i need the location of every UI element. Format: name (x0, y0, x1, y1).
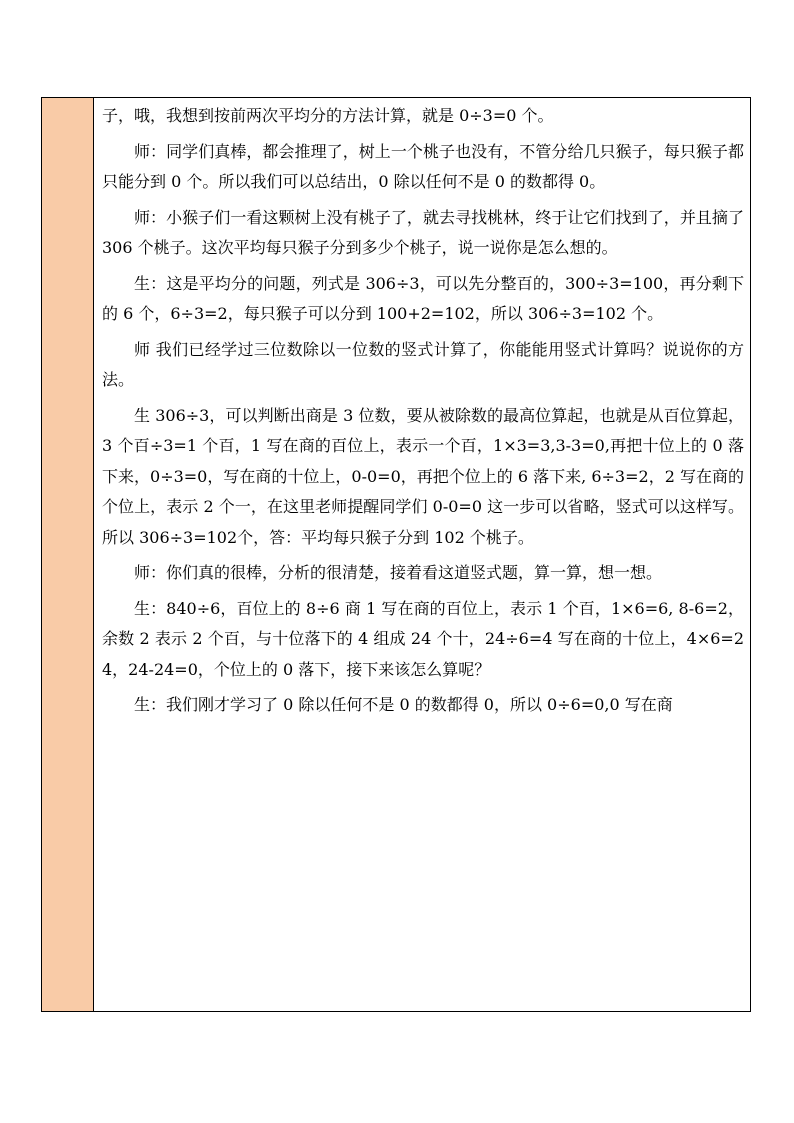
paragraph-8: 生：840÷6，百位上的 8÷6 商 1 写在商的百位上，表示 1 个百，1×6=6, 8-6=2，余数 2 表示 2 个百，与十位落下的 4 组成 24 个十，24÷6=4 写在商的十位上，4×6=24，24-24=0，个位上的 0 落下，接下来该怎么算呢？ (102, 598, 744, 679)
paragraph-7: 师：你们真的很棒，分析的很清楚，接着看这道竖式题，算一算，想一想。 (134, 563, 663, 582)
lesson-content-cell (94, 98, 750, 1011)
paragraph-3: 师：小猴子们一看这颗树上没有桃子了，就去寻找桃林，终于让它们找到了，并且摘了 306 个桃子。这次平均每只猴子分到多少个桃子，说一说你是怎么想的。 (102, 207, 744, 257)
paragraph-1: 子，哦，我想到按前两次平均分的方法计算，就是 0÷3=0 个。 (102, 106, 554, 125)
paragraph-4: 生：这是平均分的问题，列式是 306÷3，可以先分整百的，300÷3=100，再分剩下的 6 个，6÷3=2，每只猴子可以分到 100+2=102，所以 306÷3=102 个。 (102, 273, 744, 323)
paragraph-6: 生 306÷3，可以判断出商是 3 位数，要从被除数的最高位算起，也就是从百位算起，3 个百÷3=1 个百，1 写在商的百位上，表示一个百，1×3=3,3-3=0,再把十位上的 0 落下来，0÷3=0，写在商的十位上，0-0=0，再把个位上的 6 落下来, 6÷3=2，2 写在商的个位上，表示 2 个一，在这里老师提醒同学们 0-0=0 这一步可以省略，竖式可以这样写。所以 306÷3=102个，答：平均每只猴子分到 102 个桃子。 (102, 405, 744, 547)
paragraph-2: 师：同学们真棒，都会推理了，树上一个桃子也没有，不管分给几只猴子，每只猴子都只能分到 0 个。所以我们可以总结出，0 除以任何不是 0 的数都得 0。 (102, 141, 744, 191)
lesson-table (41, 97, 751, 1012)
paragraph-5: 师 我们已经学过三位数除以一位数的竖式计算了，你能能用竖式计算吗？说说你的方法。 (102, 339, 744, 389)
left-column-cell (42, 98, 94, 1011)
paragraph-9: 生：我们刚才学习了 0 除以任何不是 0 的数都得 0，所以 0÷6=0,0 写在商 (134, 695, 673, 714)
